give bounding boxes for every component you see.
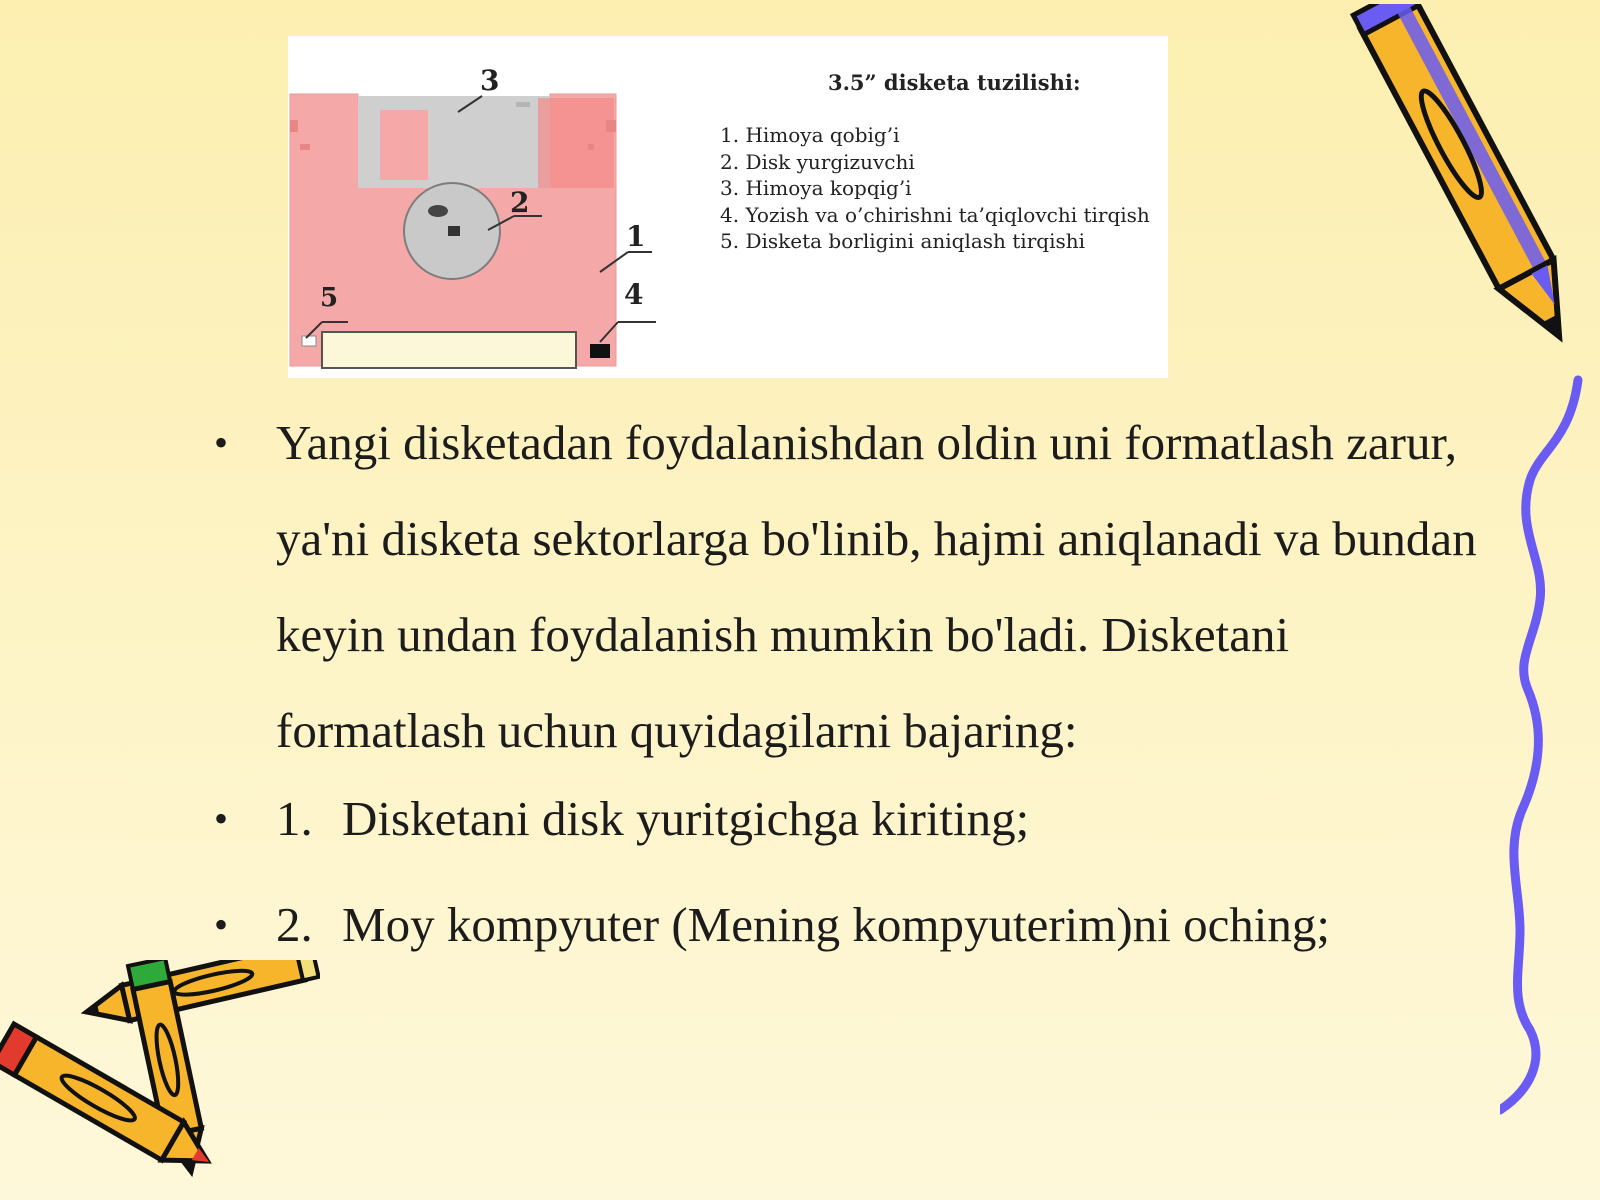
bullet-paragraph: [210, 395, 1510, 779]
squiggle-line: [1500, 370, 1600, 1130]
bullet-marker: •: [214, 796, 229, 841]
callout-1: 1: [626, 220, 646, 253]
figure-title: 3.5” disketa tuzilishi:: [828, 70, 1081, 95]
floppy-diagram-figure: [288, 36, 1168, 378]
callout-4: 4: [624, 278, 644, 311]
paragraph-text: Yangi disketadan foydalanishdan oldin uni formatlash zarur, ya'ni disketa sektorlarga bo'linib, hajmi aniqlanadi va bundan keyin undan foydalanish mumkin bo'ladi. Disketani formatlash uchun quyidagilarni bajaring:: [276, 415, 1477, 758]
pencil-icon: [1340, 4, 1570, 384]
figure-legend-item: 3. Himoya kopqig’i: [720, 176, 912, 200]
figure-legend-item: 5. Disketa borligini aniqlash tirqishi: [720, 229, 1085, 253]
figure-legend-list: [720, 122, 1160, 255]
callout-3: 3: [480, 64, 500, 97]
bullet-step-2: [210, 895, 1510, 955]
callout-2: 2: [510, 186, 530, 219]
step-text: Disketani disk yuritgichga kiriting;: [342, 791, 1030, 846]
bullet-step-1: [210, 789, 1510, 849]
figure-legend-item: 2. Disk yurgizuvchi: [720, 149, 915, 174]
step-number: 2.: [276, 897, 313, 952]
step-number: 1.: [276, 791, 313, 846]
figure-legend-item: 4. Yozish va o’chirishni ta’qiqlovchi tirqish: [720, 202, 1150, 227]
figure-legend-item: 1. Himoya qobig’i: [720, 123, 900, 147]
bullet-marker: •: [214, 420, 229, 465]
callout-5: 5: [320, 283, 339, 313]
bullet-marker: •: [214, 902, 229, 947]
crossed-pencils-icon: [0, 960, 320, 1200]
step-text: Moy kompyuter (Mening kompyuterim)ni oching;: [342, 897, 1331, 952]
bullet-list: [210, 395, 1510, 955]
floppy-disk-image: [288, 36, 708, 378]
